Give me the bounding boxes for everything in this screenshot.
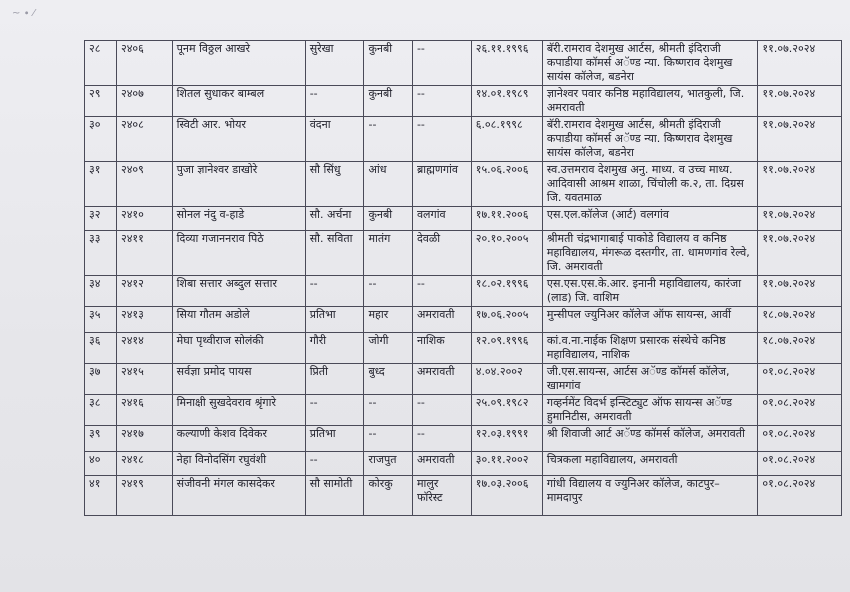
table-row: [85, 395, 842, 426]
birth-date-cell: २५.०९.१९८२: [471, 395, 542, 426]
registration-number-cell: २४१९: [116, 476, 172, 516]
birth-date-cell: १७.०३.२००६: [471, 476, 542, 516]
caste-cell: --: [364, 117, 412, 162]
birth-date-cell: १५.०६.२००६: [471, 162, 542, 207]
caste-cell: --: [364, 276, 412, 307]
student-name-cell: स्विटी आर. भोयर: [172, 117, 305, 162]
table-row: [85, 117, 842, 162]
table-row: [85, 276, 842, 307]
place-cell: --: [412, 276, 471, 307]
place-cell: ब्राह्मणगांव: [412, 162, 471, 207]
place-cell: --: [412, 426, 471, 452]
mother-name-cell: सौ सामोती: [305, 476, 364, 516]
table-row: [85, 364, 842, 395]
table-row: [85, 452, 842, 476]
student-name-cell: सोनल नंदु व-हाडे: [172, 207, 305, 231]
issue-date-cell: १८.०७.२०२४: [758, 307, 842, 333]
issue-date-cell: १८.०७.२०२४: [758, 333, 842, 364]
mother-name-cell: --: [305, 395, 364, 426]
serial-number-cell: ३१: [85, 162, 117, 207]
college-name-cell: श्री शिवाजी आर्ट अॅण्ड कॉमर्स कॉलेज, अमरावती: [542, 426, 758, 452]
registration-number-cell: २४१२: [116, 276, 172, 307]
student-name-cell: नेहा विनोदसिंग रघुवंशी: [172, 452, 305, 476]
college-name-cell: चित्रकला महाविद्यालय, अमरावती: [542, 452, 758, 476]
table-row: [85, 307, 842, 333]
caste-cell: --: [364, 426, 412, 452]
serial-number-cell: ३८: [85, 395, 117, 426]
issue-date-cell: ०१.०८.२०२४: [758, 426, 842, 452]
issue-date-cell: ११.०७.२०२४: [758, 276, 842, 307]
serial-number-cell: ४१: [85, 476, 117, 516]
registration-number-cell: २४०८: [116, 117, 172, 162]
college-name-cell: गव्हर्नमेंट विदर्भ इन्स्टिट्युट ऑफ सायन्स अॅण्ड हुमानिटीस, अमरावती: [542, 395, 758, 426]
mother-name-cell: गौरी: [305, 333, 364, 364]
birth-date-cell: २६.११.१९९६: [471, 41, 542, 86]
student-name-cell: दिव्या गजाननराव पिठे: [172, 231, 305, 276]
mother-name-cell: प्रतिभा: [305, 426, 364, 452]
place-cell: अमरावती: [412, 364, 471, 395]
student-name-cell: सर्वज्ञा प्रमोद पायस: [172, 364, 305, 395]
table-row: [85, 41, 842, 86]
college-name-cell: एस.एस.एस.के.आर. इनानी महाविद्यालय, कारंजा (लाड) जि. वाशिम: [542, 276, 758, 307]
place-cell: अमरावती: [412, 307, 471, 333]
serial-number-cell: ३२: [85, 207, 117, 231]
table-row: [85, 231, 842, 276]
caste-cell: मातंग: [364, 231, 412, 276]
caste-cell: बुध्द: [364, 364, 412, 395]
mother-name-cell: सौ. अर्चना: [305, 207, 364, 231]
place-cell: --: [412, 86, 471, 117]
place-cell: --: [412, 395, 471, 426]
college-name-cell: बॅरी.रामराव देशमुख आर्टस, श्रीमती इंदिराजी कपाडीया कॉमर्स अॅण्ड न्या. किष्णराव देशमुख सायंस कॉलेज, बडनेरा: [542, 117, 758, 162]
records-table: [84, 40, 842, 516]
birth-date-cell: १४.०१.१९८९: [471, 86, 542, 117]
student-name-cell: शिबा सत्तार अब्दुल सत्तार: [172, 276, 305, 307]
place-cell: --: [412, 117, 471, 162]
registration-number-cell: २४११: [116, 231, 172, 276]
mother-name-cell: प्रतिभा: [305, 307, 364, 333]
records-table-body: [85, 41, 842, 516]
caste-cell: कुनबी: [364, 207, 412, 231]
serial-number-cell: ३६: [85, 333, 117, 364]
student-name-cell: मेघा पृथ्वीराज सोलंकी: [172, 333, 305, 364]
serial-number-cell: ३३: [85, 231, 117, 276]
issue-date-cell: ०१.०८.२०२४: [758, 364, 842, 395]
mother-name-cell: वंदना: [305, 117, 364, 162]
registration-number-cell: २४०६: [116, 41, 172, 86]
college-name-cell: स्व.उत्तमराव देशमुख अनु. माध्य. व उच्च माध्य. आदिवासी आश्रम शाळा, चिंचोली क.२, ता. दिग्रस जि. यवतमाळ: [542, 162, 758, 207]
college-name-cell: गांधी विद्यालय व ज्युनिअर कॉलेज, काटपुर–मामदापुर: [542, 476, 758, 516]
mother-name-cell: प्रिती: [305, 364, 364, 395]
birth-date-cell: १२.०३.१९९१: [471, 426, 542, 452]
place-cell: --: [412, 41, 471, 86]
serial-number-cell: २९: [85, 86, 117, 117]
registration-number-cell: २४१६: [116, 395, 172, 426]
caste-cell: महार: [364, 307, 412, 333]
issue-date-cell: ११.०७.२०२४: [758, 86, 842, 117]
place-cell: अमरावती: [412, 452, 471, 476]
registration-number-cell: २४१५: [116, 364, 172, 395]
caste-cell: कुनबी: [364, 41, 412, 86]
student-name-cell: कल्याणी केशव दिवेकर: [172, 426, 305, 452]
issue-date-cell: ११.०७.२०२४: [758, 41, 842, 86]
table-row: [85, 86, 842, 117]
mother-name-cell: सौ. सविता: [305, 231, 364, 276]
table-row: [85, 426, 842, 452]
caste-cell: --: [364, 395, 412, 426]
place-cell: नाशिक: [412, 333, 471, 364]
caste-cell: राजपुत: [364, 452, 412, 476]
serial-number-cell: २८: [85, 41, 117, 86]
issue-date-cell: ११.०७.२०२४: [758, 162, 842, 207]
mother-name-cell: --: [305, 452, 364, 476]
registration-number-cell: २४०९: [116, 162, 172, 207]
place-cell: वलगांव: [412, 207, 471, 231]
birth-date-cell: ६.०८.१९९८: [471, 117, 542, 162]
mother-name-cell: --: [305, 276, 364, 307]
student-name-cell: संजीवनी मंगल कासदेकर: [172, 476, 305, 516]
issue-date-cell: ११.०७.२०२४: [758, 231, 842, 276]
college-name-cell: ज्ञानेश्वर पवार कनिष्ठ महाविद्यालय, भातकुली, जि. अमरावती: [542, 86, 758, 117]
college-name-cell: कां.व.ना.नाईक शिक्षण प्रसारक संस्थेचे कनिष्ठ महाविद्यालय, नाशिक: [542, 333, 758, 364]
mother-name-cell: सौ सिंधु: [305, 162, 364, 207]
mother-name-cell: सुरेखा: [305, 41, 364, 86]
issue-date-cell: ११.०७.२०२४: [758, 117, 842, 162]
registration-number-cell: २४०७: [116, 86, 172, 117]
college-name-cell: मुन्सीपल ज्युनिअर कॉलेज ऑफ सायन्स, आर्वी: [542, 307, 758, 333]
caste-cell: जोगी: [364, 333, 412, 364]
issue-date-cell: ११.०७.२०२४: [758, 207, 842, 231]
college-name-cell: बॅरी.रामराव देशमुख आर्टस, श्रीमती इंदिराजी कपाडीया कॉमर्स अॅण्ड न्या. किष्णराव देशमुख सायंस कॉलेज, बडनेरा: [542, 41, 758, 86]
place-cell: मालुर फॉरेस्ट: [412, 476, 471, 516]
serial-number-cell: ३०: [85, 117, 117, 162]
college-name-cell: जी.एस.सायन्स, आर्टस अॅण्ड कॉमर्स कॉलेज, खामगांव: [542, 364, 758, 395]
registration-number-cell: २४१३: [116, 307, 172, 333]
birth-date-cell: २०.१०.२००५: [471, 231, 542, 276]
table-row: [85, 476, 842, 516]
student-name-cell: पुजा ज्ञानेश्वर डाखोरे: [172, 162, 305, 207]
registration-number-cell: २४१७: [116, 426, 172, 452]
birth-date-cell: १८.०२.१९९६: [471, 276, 542, 307]
serial-number-cell: ४०: [85, 452, 117, 476]
birth-date-cell: ४.०४.२००२: [471, 364, 542, 395]
mother-name-cell: --: [305, 86, 364, 117]
caste-cell: कोरकु: [364, 476, 412, 516]
corner-scribble: ~ ∙ ⁄: [12, 8, 35, 19]
birth-date-cell: १२.०९.१९९६: [471, 333, 542, 364]
college-name-cell: श्रीमती चंद्रभागाबाई पाकोडे विद्यालय व कनिष्ठ महाविद्यालय, मंगरूळ दस्तगीर, ता. धामणगांव रेल्वे, जि. अमरावती: [542, 231, 758, 276]
issue-date-cell: ०१.०८.२०२४: [758, 395, 842, 426]
issue-date-cell: ०१.०८.२०२४: [758, 476, 842, 516]
issue-date-cell: ०१.०८.२०२४: [758, 452, 842, 476]
table-row: [85, 333, 842, 364]
table-row: [85, 207, 842, 231]
serial-number-cell: ३७: [85, 364, 117, 395]
place-cell: देवळी: [412, 231, 471, 276]
registration-number-cell: २४१८: [116, 452, 172, 476]
serial-number-cell: ३४: [85, 276, 117, 307]
table-row: [85, 162, 842, 207]
caste-cell: आंध: [364, 162, 412, 207]
registration-number-cell: २४१०: [116, 207, 172, 231]
college-name-cell: एस.एल.कॉलेज (आर्ट) वलगांव: [542, 207, 758, 231]
registration-number-cell: २४१४: [116, 333, 172, 364]
serial-number-cell: ३९: [85, 426, 117, 452]
student-name-cell: पूनम विठ्ठल आखरे: [172, 41, 305, 86]
birth-date-cell: १७.११.२००६: [471, 207, 542, 231]
student-name-cell: शितल सुधाकर बाम्बल: [172, 86, 305, 117]
serial-number-cell: ३५: [85, 307, 117, 333]
caste-cell: कुनबी: [364, 86, 412, 117]
birth-date-cell: ३०.११.२००२: [471, 452, 542, 476]
student-name-cell: मिनाक्षी सुखदेवराव श्रृंगारे: [172, 395, 305, 426]
birth-date-cell: १७.०६.२००५: [471, 307, 542, 333]
student-name-cell: सिया गौतम अडोले: [172, 307, 305, 333]
